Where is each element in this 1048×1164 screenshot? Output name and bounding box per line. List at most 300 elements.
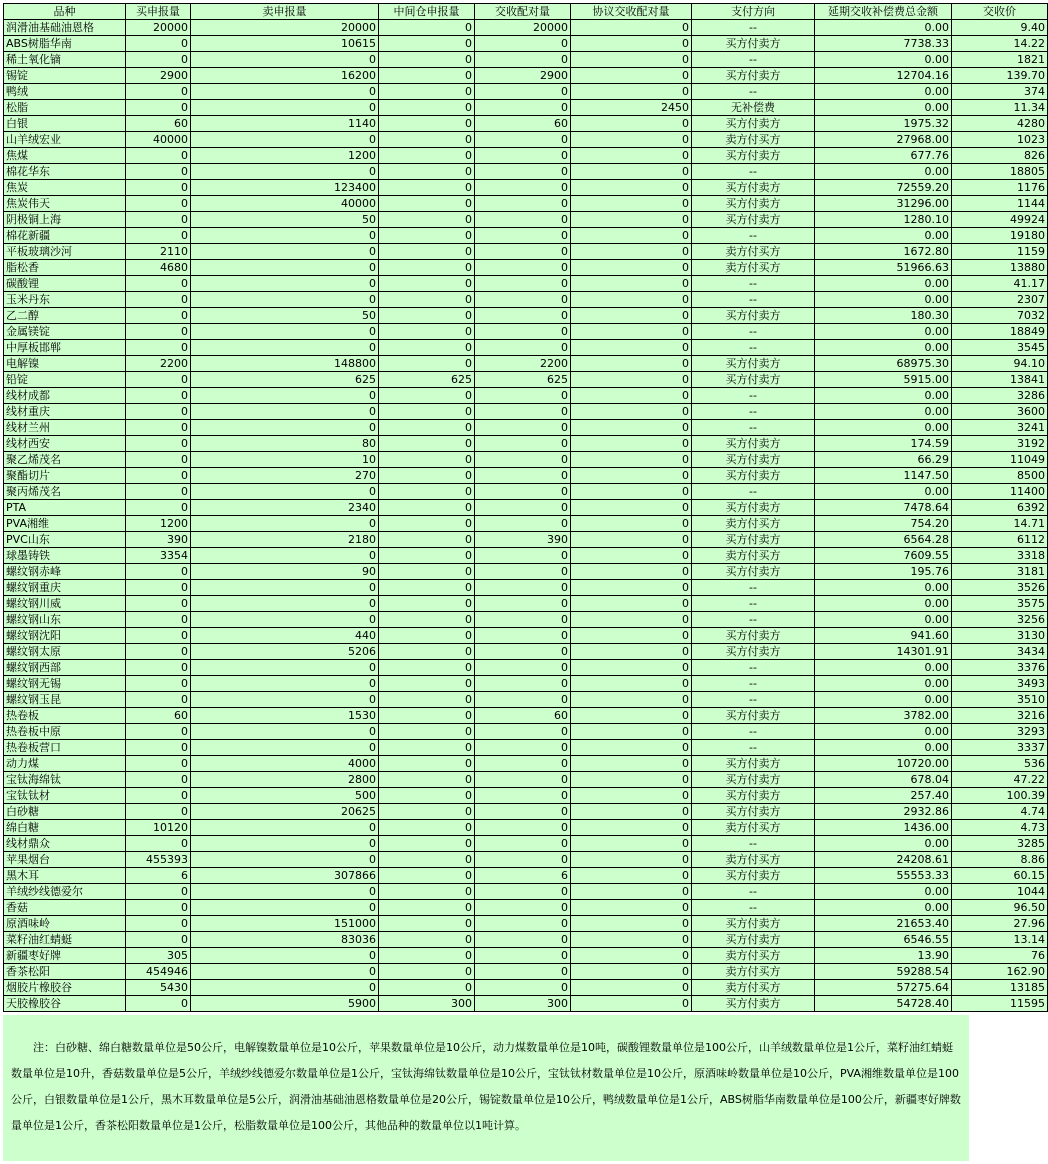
table-row xyxy=(4,612,1048,628)
match-qty-cell: 0 xyxy=(475,388,571,404)
pay-direction-cell: 买方付卖方 xyxy=(692,116,815,132)
price-cell: 13.14 xyxy=(952,932,1048,948)
match-qty-cell: 0 xyxy=(475,628,571,644)
sell-qty-cell: 0 xyxy=(191,884,379,900)
sell-qty-cell: 0 xyxy=(191,692,379,708)
agreement-qty-cell: 0 xyxy=(571,820,692,836)
variety-cell: 原酒味岭 xyxy=(4,916,126,932)
buy-qty-cell: 60 xyxy=(126,708,191,724)
buy-qty-cell: 0 xyxy=(126,452,191,468)
compensation-cell: 6564.28 xyxy=(815,532,952,548)
compensation-cell: 0.00 xyxy=(815,900,952,916)
pay-direction-cell: 买方付卖方 xyxy=(692,788,815,804)
buy-qty-cell: 0 xyxy=(126,932,191,948)
buy-qty-cell: 0 xyxy=(126,228,191,244)
pay-direction-cell: -- xyxy=(692,484,815,500)
buy-qty-cell: 3354 xyxy=(126,548,191,564)
price-cell: 6392 xyxy=(952,500,1048,516)
warehouse-qty-cell: 0 xyxy=(379,916,475,932)
variety-cell: 棉花新疆 xyxy=(4,228,126,244)
match-qty-cell: 0 xyxy=(475,788,571,804)
pay-direction-cell: 买方付卖方 xyxy=(692,436,815,452)
pay-direction-cell: 买方付卖方 xyxy=(692,500,815,516)
compensation-cell: 180.30 xyxy=(815,308,952,324)
variety-cell: 玉米丹东 xyxy=(4,292,126,308)
variety-cell: 烟胶片橡胶谷 xyxy=(4,980,126,996)
compensation-cell: 0.00 xyxy=(815,660,952,676)
match-qty-cell: 0 xyxy=(475,84,571,100)
agreement-qty-cell: 0 xyxy=(571,788,692,804)
match-qty-cell: 0 xyxy=(475,132,571,148)
header-match-qty: 交收配对量 xyxy=(475,4,571,20)
price-cell: 13880 xyxy=(952,260,1048,276)
price-cell: 1044 xyxy=(952,884,1048,900)
warehouse-qty-cell: 0 xyxy=(379,548,475,564)
pay-direction-cell: -- xyxy=(692,20,815,36)
warehouse-qty-cell: 0 xyxy=(379,644,475,660)
warehouse-qty-cell: 0 xyxy=(379,628,475,644)
pay-direction-cell: -- xyxy=(692,740,815,756)
header-warehouse-qty: 中间仓申报量 xyxy=(379,4,475,20)
match-qty-cell: 0 xyxy=(475,468,571,484)
compensation-cell: 1436.00 xyxy=(815,820,952,836)
variety-cell: 电解镍 xyxy=(4,356,126,372)
table-row xyxy=(4,340,1048,356)
agreement-qty-cell: 0 xyxy=(571,132,692,148)
match-qty-cell: 0 xyxy=(475,948,571,964)
price-cell: 3293 xyxy=(952,724,1048,740)
sell-qty-cell: 10 xyxy=(191,452,379,468)
variety-cell: 乙二醇 xyxy=(4,308,126,324)
agreement-qty-cell: 0 xyxy=(571,420,692,436)
agreement-qty-cell: 0 xyxy=(571,516,692,532)
price-cell: 3241 xyxy=(952,420,1048,436)
sell-qty-cell: 0 xyxy=(191,260,379,276)
price-cell: 3318 xyxy=(952,548,1048,564)
price-cell: 11049 xyxy=(952,452,1048,468)
variety-cell: 宝钛海绵钛 xyxy=(4,772,126,788)
variety-cell: PTA xyxy=(4,500,126,516)
match-qty-cell: 390 xyxy=(475,532,571,548)
pay-direction-cell: -- xyxy=(692,612,815,628)
warehouse-qty-cell: 0 xyxy=(379,276,475,292)
table-row xyxy=(4,836,1048,852)
match-qty-cell: 0 xyxy=(475,420,571,436)
table-row xyxy=(4,644,1048,660)
warehouse-qty-cell: 0 xyxy=(379,404,475,420)
warehouse-qty-cell: 0 xyxy=(379,36,475,52)
compensation-cell: 7609.55 xyxy=(815,548,952,564)
agreement-qty-cell: 0 xyxy=(571,676,692,692)
table-row xyxy=(4,548,1048,564)
warehouse-qty-cell: 0 xyxy=(379,980,475,996)
pay-direction-cell: 买方付卖方 xyxy=(692,644,815,660)
price-cell: 96.50 xyxy=(952,900,1048,916)
warehouse-qty-cell: 0 xyxy=(379,212,475,228)
sell-qty-cell: 0 xyxy=(191,340,379,356)
pay-direction-cell: -- xyxy=(692,900,815,916)
agreement-qty-cell: 0 xyxy=(571,36,692,52)
table-row xyxy=(4,596,1048,612)
compensation-cell: 195.76 xyxy=(815,564,952,580)
agreement-qty-cell: 2450 xyxy=(571,100,692,116)
pay-direction-cell: -- xyxy=(692,660,815,676)
pay-direction-cell: 买方付卖方 xyxy=(692,468,815,484)
match-qty-cell: 0 xyxy=(475,916,571,932)
buy-qty-cell: 1200 xyxy=(126,516,191,532)
compensation-cell: 7738.33 xyxy=(815,36,952,52)
price-cell: 374 xyxy=(952,84,1048,100)
buy-qty-cell: 0 xyxy=(126,772,191,788)
compensation-cell: 14301.91 xyxy=(815,644,952,660)
header-sell-qty: 卖申报量 xyxy=(191,4,379,20)
match-qty-cell: 60 xyxy=(475,116,571,132)
variety-cell: 聚乙烯茂名 xyxy=(4,452,126,468)
variety-cell: 螺纹钢沈阳 xyxy=(4,628,126,644)
match-qty-cell: 0 xyxy=(475,804,571,820)
compensation-cell: 0.00 xyxy=(815,276,952,292)
warehouse-qty-cell: 0 xyxy=(379,900,475,916)
compensation-cell: 10720.00 xyxy=(815,756,952,772)
warehouse-qty-cell: 300 xyxy=(379,996,475,1012)
pay-direction-cell: 卖方付买方 xyxy=(692,548,815,564)
variety-cell: 金属镁锭 xyxy=(4,324,126,340)
warehouse-qty-cell: 0 xyxy=(379,228,475,244)
pay-direction-cell: 买方付卖方 xyxy=(692,196,815,212)
table-row xyxy=(4,372,1048,388)
buy-qty-cell: 0 xyxy=(126,372,191,388)
match-qty-cell: 0 xyxy=(475,340,571,356)
price-cell: 3256 xyxy=(952,612,1048,628)
compensation-cell: 3782.00 xyxy=(815,708,952,724)
compensation-cell: 66.29 xyxy=(815,452,952,468)
agreement-qty-cell: 0 xyxy=(571,948,692,964)
pay-direction-cell: 买方付卖方 xyxy=(692,756,815,772)
variety-cell: 球墨铸铁 xyxy=(4,548,126,564)
variety-cell: 线材重庆 xyxy=(4,404,126,420)
warehouse-qty-cell: 0 xyxy=(379,500,475,516)
compensation-cell: 0.00 xyxy=(815,404,952,420)
agreement-qty-cell: 0 xyxy=(571,932,692,948)
agreement-qty-cell: 0 xyxy=(571,660,692,676)
header-pay-direction: 支付方向 xyxy=(692,4,815,20)
header-row xyxy=(4,4,1048,20)
buy-qty-cell: 10120 xyxy=(126,820,191,836)
table-row xyxy=(4,516,1048,532)
warehouse-qty-cell: 0 xyxy=(379,324,475,340)
warehouse-qty-cell: 0 xyxy=(379,340,475,356)
sell-qty-cell: 1200 xyxy=(191,148,379,164)
variety-cell: 聚酯切片 xyxy=(4,468,126,484)
agreement-qty-cell: 0 xyxy=(571,308,692,324)
table-row xyxy=(4,868,1048,884)
match-qty-cell: 0 xyxy=(475,836,571,852)
buy-qty-cell: 60 xyxy=(126,116,191,132)
pay-direction-cell: 卖方付买方 xyxy=(692,132,815,148)
table-row xyxy=(4,916,1048,932)
compensation-cell: 6546.55 xyxy=(815,932,952,948)
sell-qty-cell: 0 xyxy=(191,324,379,340)
match-qty-cell: 2900 xyxy=(475,68,571,84)
table-header xyxy=(4,4,1048,20)
buy-qty-cell: 0 xyxy=(126,740,191,756)
variety-cell: 香茶松阳 xyxy=(4,964,126,980)
sell-qty-cell: 20625 xyxy=(191,804,379,820)
compensation-cell: 678.04 xyxy=(815,772,952,788)
buy-qty-cell: 2900 xyxy=(126,68,191,84)
warehouse-qty-cell: 0 xyxy=(379,20,475,36)
price-cell: 11.34 xyxy=(952,100,1048,116)
header-variety: 品种 xyxy=(4,4,126,20)
buy-qty-cell: 0 xyxy=(126,916,191,932)
warehouse-qty-cell: 0 xyxy=(379,692,475,708)
match-qty-cell: 0 xyxy=(475,756,571,772)
sell-qty-cell: 0 xyxy=(191,484,379,500)
warehouse-qty-cell: 0 xyxy=(379,580,475,596)
buy-qty-cell: 0 xyxy=(126,644,191,660)
compensation-cell: 0.00 xyxy=(815,340,952,356)
sell-qty-cell: 500 xyxy=(191,788,379,804)
variety-cell: 线材成都 xyxy=(4,388,126,404)
compensation-cell: 0.00 xyxy=(815,884,952,900)
variety-cell: 螺纹钢玉昆 xyxy=(4,692,126,708)
sell-qty-cell: 1140 xyxy=(191,116,379,132)
price-cell: 3376 xyxy=(952,660,1048,676)
agreement-qty-cell: 0 xyxy=(571,228,692,244)
match-qty-cell: 0 xyxy=(475,900,571,916)
agreement-qty-cell: 0 xyxy=(571,292,692,308)
pay-direction-cell: 买方付卖方 xyxy=(692,68,815,84)
table-row xyxy=(4,804,1048,820)
buy-qty-cell: 0 xyxy=(126,500,191,516)
table-row xyxy=(4,228,1048,244)
buy-qty-cell: 0 xyxy=(126,804,191,820)
buy-qty-cell: 0 xyxy=(126,692,191,708)
compensation-cell: 0.00 xyxy=(815,100,952,116)
price-cell: 3337 xyxy=(952,740,1048,756)
price-cell: 1159 xyxy=(952,244,1048,260)
buy-qty-cell: 20000 xyxy=(126,20,191,36)
table-row xyxy=(4,996,1048,1012)
match-qty-cell: 0 xyxy=(475,52,571,68)
pay-direction-cell: 买方付卖方 xyxy=(692,212,815,228)
variety-cell: 脂松香 xyxy=(4,260,126,276)
agreement-qty-cell: 0 xyxy=(571,548,692,564)
table-row xyxy=(4,532,1048,548)
sell-qty-cell: 0 xyxy=(191,740,379,756)
pay-direction-cell: 买方付卖方 xyxy=(692,916,815,932)
compensation-cell: 0.00 xyxy=(815,612,952,628)
compensation-cell: 68975.30 xyxy=(815,356,952,372)
pay-direction-cell: 买方付卖方 xyxy=(692,372,815,388)
warehouse-qty-cell: 0 xyxy=(379,244,475,260)
match-qty-cell: 0 xyxy=(475,980,571,996)
match-qty-cell: 0 xyxy=(475,644,571,660)
variety-cell: 焦炭伟天 xyxy=(4,196,126,212)
variety-cell: 螺纹钢山东 xyxy=(4,612,126,628)
buy-qty-cell: 0 xyxy=(126,884,191,900)
price-cell: 1176 xyxy=(952,180,1048,196)
warehouse-qty-cell: 0 xyxy=(379,196,475,212)
warehouse-qty-cell: 0 xyxy=(379,676,475,692)
buy-qty-cell: 0 xyxy=(126,212,191,228)
pay-direction-cell: 买方付卖方 xyxy=(692,308,815,324)
table-row xyxy=(4,36,1048,52)
agreement-qty-cell: 0 xyxy=(571,20,692,36)
variety-cell: 热卷板 xyxy=(4,708,126,724)
agreement-qty-cell: 0 xyxy=(571,452,692,468)
table-row xyxy=(4,500,1048,516)
warehouse-qty-cell: 0 xyxy=(379,180,475,196)
warehouse-qty-cell: 0 xyxy=(379,164,475,180)
compensation-cell: 0.00 xyxy=(815,292,952,308)
compensation-cell: 51966.63 xyxy=(815,260,952,276)
match-qty-cell: 0 xyxy=(475,196,571,212)
warehouse-qty-cell: 0 xyxy=(379,468,475,484)
table-row xyxy=(4,468,1048,484)
match-qty-cell: 0 xyxy=(475,484,571,500)
pay-direction-cell: 买方付卖方 xyxy=(692,868,815,884)
buy-qty-cell: 454946 xyxy=(126,964,191,980)
variety-cell: 螺纹钢太原 xyxy=(4,644,126,660)
warehouse-qty-cell: 0 xyxy=(379,772,475,788)
agreement-qty-cell: 0 xyxy=(571,276,692,292)
table-body xyxy=(4,20,1048,1012)
price-cell: 18805 xyxy=(952,164,1048,180)
agreement-qty-cell: 0 xyxy=(571,740,692,756)
price-cell: 60.15 xyxy=(952,868,1048,884)
agreement-qty-cell: 0 xyxy=(571,996,692,1012)
sell-qty-cell: 0 xyxy=(191,276,379,292)
sell-qty-cell: 0 xyxy=(191,596,379,612)
buy-qty-cell: 0 xyxy=(126,676,191,692)
table-row xyxy=(4,484,1048,500)
sell-qty-cell: 90 xyxy=(191,564,379,580)
agreement-qty-cell: 0 xyxy=(571,580,692,596)
pay-direction-cell: 买方付卖方 xyxy=(692,996,815,1012)
price-cell: 100.39 xyxy=(952,788,1048,804)
table-row xyxy=(4,212,1048,228)
table-row xyxy=(4,660,1048,676)
match-qty-cell: 0 xyxy=(475,612,571,628)
sell-qty-cell: 0 xyxy=(191,404,379,420)
match-qty-cell: 0 xyxy=(475,660,571,676)
buy-qty-cell: 0 xyxy=(126,580,191,596)
sell-qty-cell: 0 xyxy=(191,900,379,916)
table-row xyxy=(4,356,1048,372)
sell-qty-cell: 0 xyxy=(191,548,379,564)
match-qty-cell: 0 xyxy=(475,724,571,740)
table-row xyxy=(4,244,1048,260)
price-cell: 4280 xyxy=(952,116,1048,132)
variety-cell: 稀土氧化镝 xyxy=(4,52,126,68)
price-cell: 18849 xyxy=(952,324,1048,340)
price-cell: 4.73 xyxy=(952,820,1048,836)
agreement-qty-cell: 0 xyxy=(571,324,692,340)
variety-cell: 铅锭 xyxy=(4,372,126,388)
match-qty-cell: 0 xyxy=(475,404,571,420)
compensation-cell: 0.00 xyxy=(815,580,952,596)
compensation-cell: 1672.80 xyxy=(815,244,952,260)
sell-qty-cell: 40000 xyxy=(191,196,379,212)
agreement-qty-cell: 0 xyxy=(571,436,692,452)
pay-direction-cell: 卖方付买方 xyxy=(692,964,815,980)
agreement-qty-cell: 0 xyxy=(571,628,692,644)
variety-cell: 聚丙烯茂名 xyxy=(4,484,126,500)
compensation-cell: 0.00 xyxy=(815,324,952,340)
buy-qty-cell: 0 xyxy=(126,340,191,356)
agreement-qty-cell: 0 xyxy=(571,772,692,788)
buy-qty-cell: 0 xyxy=(126,628,191,644)
table-row xyxy=(4,420,1048,436)
match-qty-cell: 0 xyxy=(475,292,571,308)
warehouse-qty-cell: 0 xyxy=(379,452,475,468)
price-cell: 3493 xyxy=(952,676,1048,692)
agreement-qty-cell: 0 xyxy=(571,596,692,612)
pay-direction-cell: -- xyxy=(692,420,815,436)
price-cell: 1821 xyxy=(952,52,1048,68)
warehouse-qty-cell: 0 xyxy=(379,148,475,164)
variety-cell: 热卷板营口 xyxy=(4,740,126,756)
warehouse-qty-cell: 0 xyxy=(379,308,475,324)
buy-qty-cell: 305 xyxy=(126,948,191,964)
warehouse-qty-cell: 0 xyxy=(379,948,475,964)
pay-direction-cell: 买方付卖方 xyxy=(692,804,815,820)
buy-qty-cell: 0 xyxy=(126,404,191,420)
buy-qty-cell: 0 xyxy=(126,724,191,740)
variety-cell: 棉花华东 xyxy=(4,164,126,180)
table-row xyxy=(4,52,1048,68)
match-qty-cell: 0 xyxy=(475,564,571,580)
pay-direction-cell: -- xyxy=(692,324,815,340)
agreement-qty-cell: 0 xyxy=(571,404,692,420)
table-row xyxy=(4,980,1048,996)
variety-cell: 白砂糖 xyxy=(4,804,126,820)
buy-qty-cell: 0 xyxy=(126,100,191,116)
variety-cell: 鸭绒 xyxy=(4,84,126,100)
sell-qty-cell: 0 xyxy=(191,964,379,980)
warehouse-qty-cell: 0 xyxy=(379,964,475,980)
table-row xyxy=(4,580,1048,596)
agreement-qty-cell: 0 xyxy=(571,388,692,404)
price-cell: 47.22 xyxy=(952,772,1048,788)
price-cell: 41.17 xyxy=(952,276,1048,292)
variety-cell: 动力煤 xyxy=(4,756,126,772)
header-buy-qty: 买申报量 xyxy=(126,4,191,20)
header-price: 交收价 xyxy=(952,4,1048,20)
compensation-cell: 57275.64 xyxy=(815,980,952,996)
sell-qty-cell: 0 xyxy=(191,724,379,740)
variety-cell: 螺纹钢无锡 xyxy=(4,676,126,692)
sell-qty-cell: 0 xyxy=(191,292,379,308)
buy-qty-cell: 0 xyxy=(126,276,191,292)
table-row xyxy=(4,308,1048,324)
price-cell: 76 xyxy=(952,948,1048,964)
agreement-qty-cell: 0 xyxy=(571,612,692,628)
table-row xyxy=(4,708,1048,724)
pay-direction-cell: 买方付卖方 xyxy=(692,148,815,164)
table-row xyxy=(4,772,1048,788)
sell-qty-cell: 0 xyxy=(191,84,379,100)
agreement-qty-cell: 0 xyxy=(571,180,692,196)
pay-direction-cell: 买方付卖方 xyxy=(692,932,815,948)
match-qty-cell: 0 xyxy=(475,932,571,948)
table-row xyxy=(4,148,1048,164)
warehouse-qty-cell: 0 xyxy=(379,596,475,612)
sell-qty-cell: 0 xyxy=(191,612,379,628)
table-row xyxy=(4,276,1048,292)
price-cell: 19180 xyxy=(952,228,1048,244)
